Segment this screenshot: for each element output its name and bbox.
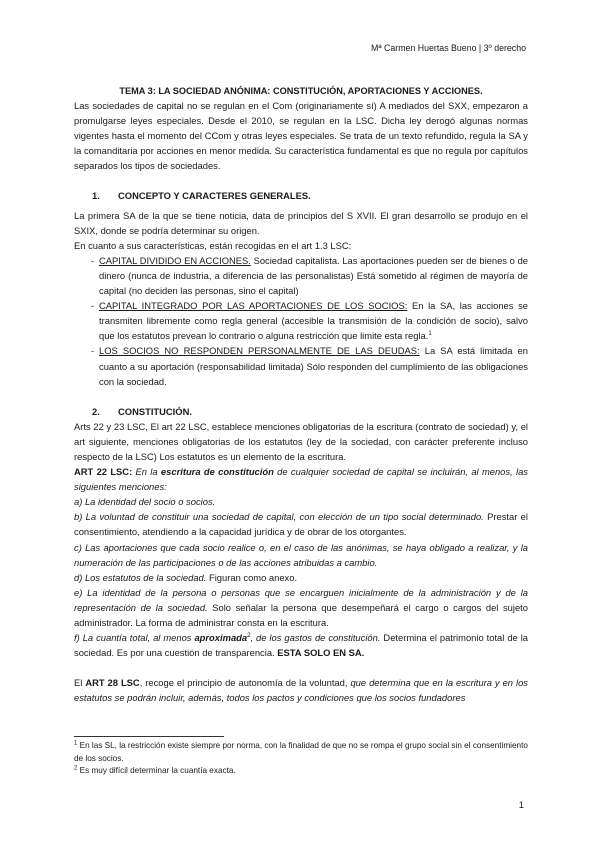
mention-f: f) La cuantía total, al menos aproximada$^2$, de los gastos de constitución. Determina el patrimonio total de la sociedad. Es por una cuestión de transparencia. ESTA SOLO EN SA. bbox=[74, 632, 529, 659]
bullet-text: En la SA, las acciones se transmiten libremente como regla general (accesible la transmisión de la condición de socio), salvo que los estatutos prevean lo contrario o alguna restricción que limite esta regla. bbox=[99, 300, 528, 342]
section-1-title: CONCEPTO Y CARACTERES GENERALES. bbox=[118, 190, 311, 202]
bullet-dash: - bbox=[91, 300, 95, 312]
bullet-label: CAPITAL INTEGRADO POR LAS APORTACIONES DE LOS SOCIOS: bbox=[99, 300, 408, 312]
section-2-number: 2. bbox=[92, 405, 100, 417]
footnote-ref-1: 1 bbox=[428, 331, 432, 338]
bullet-item bbox=[74, 253, 528, 298]
section-2-heading bbox=[74, 404, 528, 419]
page-number: 1 bbox=[518, 799, 524, 810]
bullet-dash: - bbox=[91, 254, 95, 266]
bullet-item bbox=[74, 343, 528, 388]
document-title: TEMA 3: LA SOCIEDAD ANÓNIMA: CONSTITUCIÓN, APORTACIONES Y ACCIONES. bbox=[119, 86, 483, 96]
section-1-heading bbox=[74, 188, 528, 203]
section-2-title: CONSTITUCIÓN. bbox=[118, 405, 192, 417]
art-28-label: ART 28 LSC bbox=[85, 677, 140, 689]
bullet-dash: - bbox=[91, 345, 95, 357]
page-header-author: Mª Carmen Huertas Bueno | 3º derecho bbox=[371, 43, 526, 53]
art-22-intro: ART 22 LSC: En la escritura de constitución de cualquier sociedad de capital se incluirán, al menos, las siguientes menciones: bbox=[74, 466, 528, 493]
mention-e: e) La identidad de la persona o personas que se encarguen inicialmente de la administración y de la representación de la sociedad. Solo señalar la persona que desempeñará el cargo o cargos del sujeto administrador. La forma de administrar consta en la escritura. bbox=[74, 586, 528, 628]
bullet-label: LOS SOCIOS NO RESPONDEN PERSONALMENTE DE LAS DEUDAS: bbox=[99, 345, 420, 357]
art-28-paragraph: El ART 28 LSC, recoge el principio de autonomía de la voluntad, que determina que en la escritura y en los estatutos se podrán incluir, además, todos los pactos y condiciones que los socios fundadores bbox=[74, 677, 528, 704]
footnote-2: $^2$ Es muy difícil determinar la cuantía exacta. bbox=[74, 765, 236, 775]
section-1-paragraph-2: En cuanto a sus características, están recogidas en el art 1.3 LSC: bbox=[74, 239, 352, 251]
section-1-number: 1. bbox=[92, 190, 100, 202]
mention-a: a) La identidad del socio o socios. bbox=[74, 496, 216, 508]
section-1-paragraph-1: La primera SA de la que se tiene noticia, data de principios del S XVII. El gran desarrollo se produjo en el SXIX, donde se podría determinar su origen. bbox=[74, 209, 528, 236]
bullet-text: Sociedad capitalista. Las aportaciones pueden ser de bienes o de dinero (nunca de industria, a diferencia de las personalistas) Está sometido al régimen de mayoría de capital (no deciden las personas, sino el capital) bbox=[99, 254, 529, 297]
footnote-ref-2: 2 bbox=[247, 632, 251, 639]
mention-d: d) Los estatutos de la sociedad. Figuran como anexo. bbox=[74, 571, 298, 583]
bullet-item bbox=[74, 298, 528, 343]
mention-b: b) La voluntad de constituir una sociedad de capital, con elección de un tipo social determinado. Prestar el consentimiento, atendiendo a la capacidad jurídica y de obrar de los otorgantes. bbox=[74, 511, 528, 538]
section-2-paragraph-1: Arts 22 y 23 LSC, El art 22 LSC, establece menciones obligatorias de la escritura (contrato de sociedad) y, el art siguiente, menciones obligatorias de los estatutos (ley de la sociedad, con carácter preferente incluso respecto de la LSC) Los estatutos es un elemento de la escritura. bbox=[74, 420, 528, 462]
bullet-text: La SA está limitada en cuanto a su aportación (responsabilidad limitada) Sólo responden del cumplimiento de las obligaciones con la sociedad. bbox=[99, 345, 528, 387]
bullet-label: CAPITAL DIVIDIDO EN ACCIONES. bbox=[99, 254, 251, 266]
document-body bbox=[74, 84, 528, 705]
mention-c: c) Las aportaciones que cada socio realice o, en el caso de las anónimas, se haya obligado a realizar, y la numeración de las participaciones o de las acciones atribuidas a cambio. bbox=[74, 541, 528, 568]
intro-paragraph: Las sociedades de capital no se regulan en el Com (originariamente sí) A mediados del SXX, empezaron a promulgarse leyes especiales. Desde el 2010, se regulan en la LSC. Dicha ley derogó algunas normas vigentes hasta el momento del CCom y otras leyes especiales. Se trata de un texto refundido, regula la SA y la comanditaria por acciones en menor medida. Su característica fundamental es que no regula por capítulos separados los tipos de sociedades. bbox=[74, 100, 528, 172]
footnotes bbox=[74, 736, 528, 778]
art-22-label: ART 22 LSC: bbox=[74, 466, 133, 478]
footnote-1: $^1$ En las SL, la restricción existe siempre por norma, con la finalidad de que no se rompa el grupo social sin el consentimiento de los socios. bbox=[74, 740, 528, 763]
art-22-escritura: escritura de constitución bbox=[160, 466, 274, 478]
footnote-divider bbox=[74, 736, 224, 737]
